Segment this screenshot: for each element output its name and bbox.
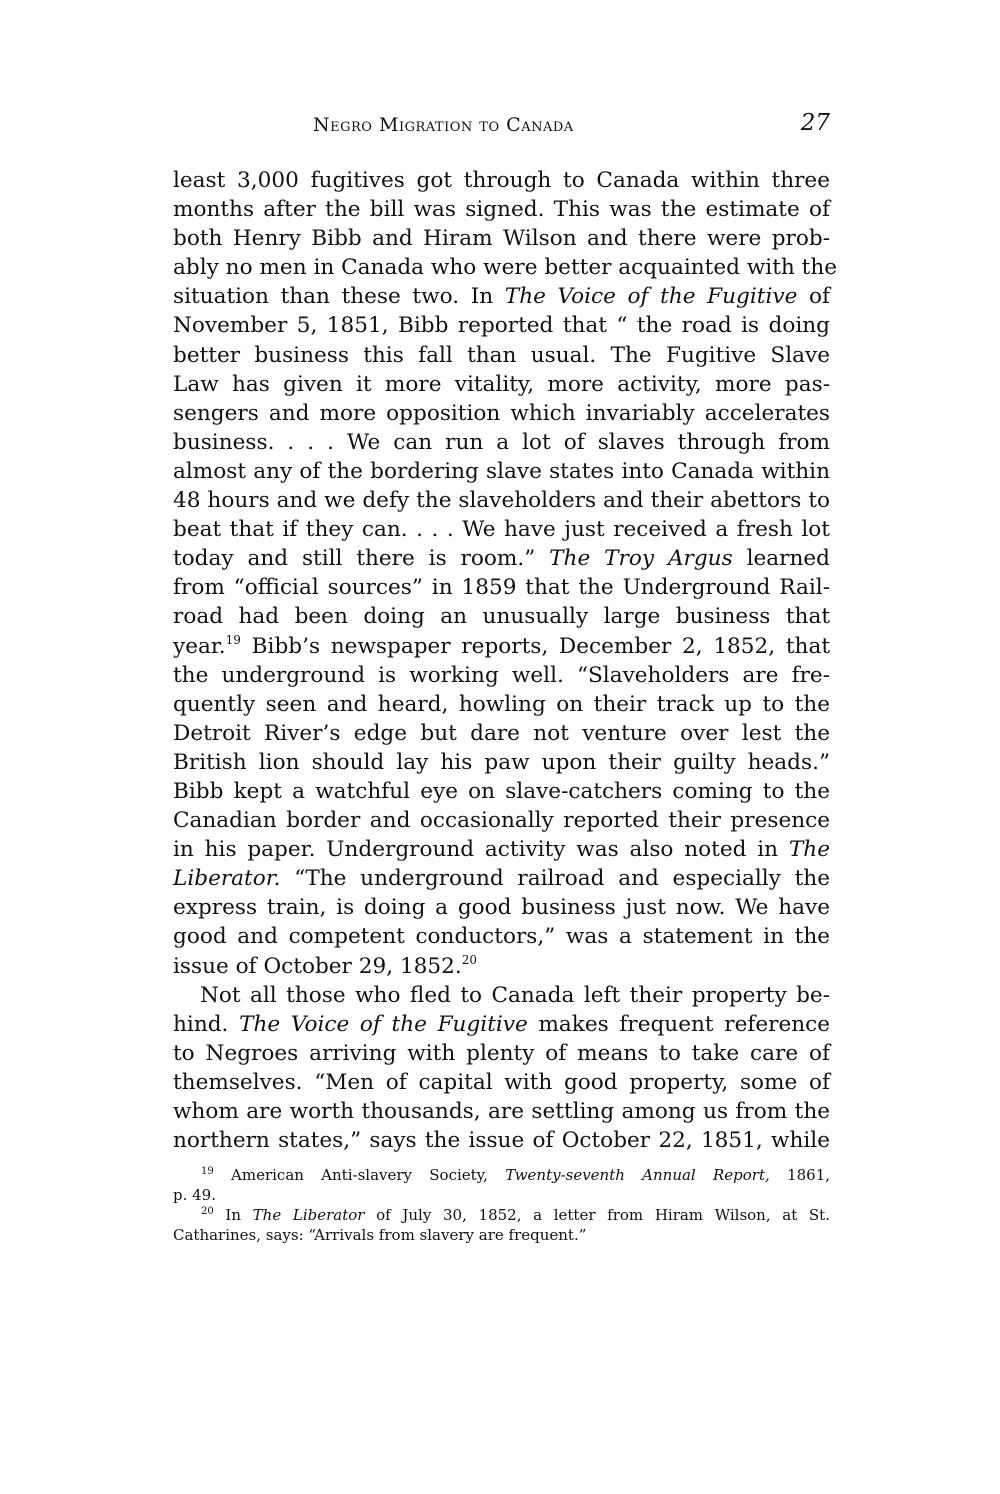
text-line: both Henry Bibb and Hiram Wilson and there were prob-: [173, 226, 830, 252]
text-run: of: [809, 284, 830, 310]
text-line: Detroit River’s edge but dare not venture over lest the: [173, 720, 830, 746]
text-run: learned: [746, 546, 830, 572]
text-line: beat that if they can. . . . We have just received a fresh lot: [173, 517, 830, 543]
text-line: November 5, 1851, Bibb reported that “ the road is doing: [173, 313, 830, 339]
text-line: [173, 632, 830, 661]
book-page: [173, 108, 838, 1245]
text-run: makes frequent reference: [538, 1011, 830, 1037]
text-line: [173, 835, 830, 864]
text-run: of July 30, 1852, a letter from Hiram Wilson, at St.: [376, 1206, 830, 1225]
footnotes: [173, 1165, 830, 1245]
text-run: hind.: [173, 1011, 229, 1037]
footnote-line: [173, 1205, 830, 1225]
text-line: 48 hours and we defy the slaveholders and their abettors to: [173, 488, 830, 514]
text-line: [173, 544, 830, 573]
text-line: British lion should lay his paw upon their guilty heads.”: [173, 749, 830, 775]
italic-title: The Liberator: [252, 1206, 365, 1225]
running-head: [173, 108, 830, 144]
italic-title: Twenty-seventh Annual Report,: [505, 1166, 770, 1185]
text-line: Not all those who fled to Canada left their property be-: [200, 982, 830, 1008]
text-line: [173, 952, 830, 981]
text-run: American Anti-slavery Society,: [231, 1166, 488, 1185]
text-line: Law has given it more vitality, more activity, more pas-: [173, 371, 830, 397]
body-text: [173, 166, 838, 1155]
text-line: [173, 282, 830, 311]
text-run: In: [225, 1206, 241, 1225]
page-number: 27: [800, 110, 830, 136]
text-run: year.: [173, 633, 226, 659]
text-run: 1861,: [787, 1166, 831, 1185]
text-line: better business this fall than usual. The Fugitive Slave: [173, 342, 830, 368]
text-run: in his paper. Underground activity was also noted in: [173, 837, 779, 863]
footnote-number: 20: [201, 1206, 214, 1218]
text-line: the underground is working well. “Slaveholders are fre-: [173, 662, 830, 688]
italic-title: The Voice of the Fugitive: [504, 284, 798, 310]
text-line: quently seen and heard, howling on their track up to the: [173, 691, 830, 717]
footnote-line: Catharines, says: “Arrivals from slavery are frequent.”: [173, 1226, 587, 1245]
text-line: road had been doing an unusually large business that: [173, 604, 830, 630]
text-line: Canadian border and occasionally reported their presence: [173, 808, 830, 834]
footnote-line: [173, 1165, 830, 1185]
text-line: [173, 1010, 830, 1039]
text-run: issue of October 29, 1852.: [173, 953, 462, 979]
text-line: sengers and more opposition which invariably accelerates: [173, 400, 830, 426]
text-line: from “official sources” in 1859 that the Underground Rail-: [173, 575, 830, 601]
text-run: Bibb’s newspaper reports, December 2, 1852, that: [251, 633, 830, 659]
text-line: express train, is doing a good business just now. We have: [173, 895, 830, 921]
footnote-number: 19: [201, 1166, 214, 1178]
text-line: least 3,000 fugitives got through to Canada within three: [173, 168, 830, 193]
text-line: to Negroes arriving with plenty of means to take care of: [173, 1040, 830, 1066]
footnote-marker[interactable]: 20: [461, 952, 478, 967]
italic-title: The Voice of the Fugitive: [239, 1011, 528, 1037]
text-line: [173, 864, 830, 893]
text-run: situation than these two. In: [173, 284, 494, 310]
italic-title: Liberator.: [173, 866, 281, 892]
running-title: Negro Migration to Canada: [313, 114, 574, 136]
text-run: today and still there is room.”: [173, 546, 536, 572]
text-line: whom are worth thousands, are settling among us from the: [173, 1099, 830, 1124]
text-line: Bibb kept a watchful eye on slave-catchers coming to the: [173, 778, 830, 804]
text-run: “The underground railroad and especially the: [294, 866, 830, 892]
text-line: almost any of the bordering slave states into Canada within: [173, 458, 830, 484]
text-line: ably no men in Canada who were better acquainted with the: [173, 255, 838, 281]
italic-title: The Troy Argus: [549, 546, 733, 572]
text-line: themselves. “Men of capital with good property, some of: [173, 1069, 830, 1095]
text-line: good and competent conductors,” was a statement in the: [173, 924, 830, 950]
footnote-marker[interactable]: 19: [225, 632, 241, 647]
text-line: months after the bill was signed. This was the estimate of: [173, 197, 830, 223]
text-line: business. . . . We can run a lot of slaves through from: [173, 429, 830, 455]
footnote-line: p. 49.: [173, 1186, 216, 1205]
text-line: northern states,” says the issue of October 22, 1851, while: [173, 1128, 830, 1154]
italic-title: The: [788, 837, 830, 863]
